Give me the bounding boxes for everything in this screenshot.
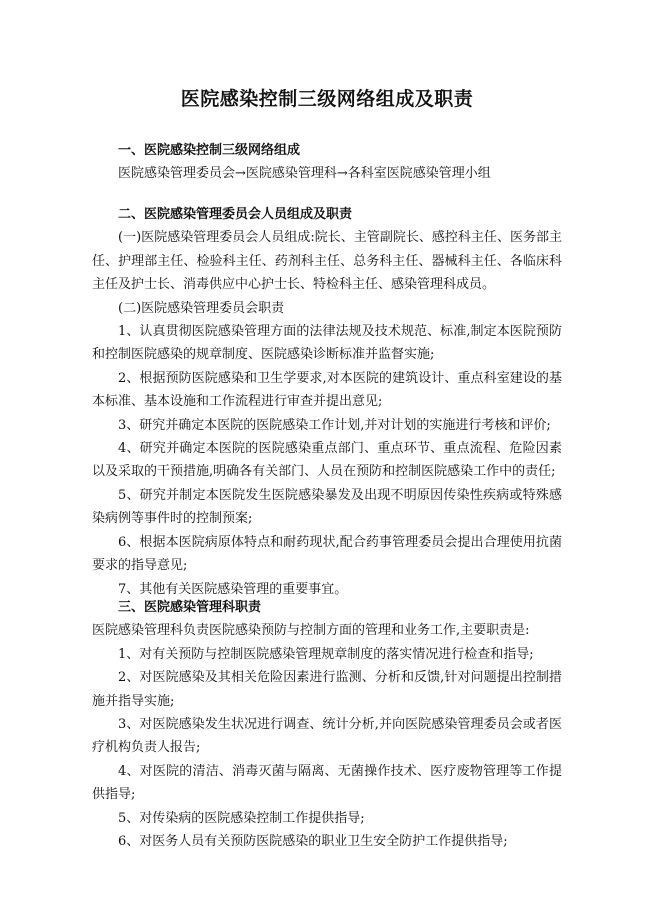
section-2-duty-1: 1、认真贯彻医院感染管理方面的法律法规及技术规范、标准,制定本医院预防和控制医院感染的规章制度、医院感染诊断标准并监督实施; — [92, 324, 562, 363]
section-2-duty-4: 4、研究并确定本医院的医院感染重点部门、重点环节、重点流程、危险因素以及采取的干预措施,明确各有关部门、人员在预防和控制医院感染工作中的责任; — [92, 441, 562, 480]
section-2-duty-3: 3、研究并确定本医院的医院感染工作计划,并对计划的实施进行考核和评价; — [118, 417, 551, 433]
section-3-duty-5: 5、对传染病的医院感染控制工作提供指导; — [118, 810, 365, 826]
section-1-line: 医院感染管理委员会→医院感染管理科→各科室医院感染管理小组 — [118, 166, 491, 182]
section-2-heading: 二、医院感染管理委员会人员组成及职责 — [118, 207, 353, 222]
section-3-duty-1: 1、对有关预防与控制医院感染管理规章制度的落实情况进行检查和指导; — [118, 646, 534, 662]
section-3-duty-4: 4、对医院的清洁、消毒灭菌与隔离、无菌操作技术、医疗废物管理等工作提供指导; — [92, 763, 562, 803]
section-2-duties-heading: (二)医院感染管理委员会职责 — [118, 300, 285, 316]
section-2-duty-5: 5、研究并制定本医院发生医院感染暴发及出现不明原因传染性疾病或特殊感染病例等事件时的控制预案; — [92, 487, 562, 527]
section-1 — [92, 139, 562, 186]
section-2-duty-6: 6、根据本医院病原体特点和耐药现状,配合药事管理委员会提出合理使用抗菌要求的指导意见; — [92, 534, 562, 574]
section-3-intro: 医院感染管理科负责医院感染预防与控制方面的管理和业务工作,主要职责是: — [92, 623, 530, 639]
section-3-heading: 三、医院感染管理科职责 — [118, 600, 262, 615]
section-2-duty-2: 2、根据预防医院感染和卫生学要求,对本医院的建筑设计、重点科室建设的基本标准、基本设施和工作流程进行审查并提出意见; — [92, 370, 562, 410]
document-title: 医院感染控制三级网络组成及职责 — [180, 88, 474, 110]
section-2 — [92, 203, 562, 601]
section-3-duty-2: 2、对医院感染及其相关危险因素进行监测、分析和反馈,针对问题提出控制措施并指导实施; — [92, 670, 562, 709]
section-1-heading: 一、医院感染控制三级网络组成 — [118, 143, 301, 158]
section-2-members: (一)医院感染管理委员会人员组成:院长、主管副院长、感控科主任、医务部主任、护理部主任、检验科主任、药剂科主任、总务科主任、器械科主任、各临床科主任及护士长、消毒供应中心护士长、特检科主任、感染管理科成员。 — [92, 230, 562, 293]
section-3-duty-3: 3、对医院感染发生状况进行调查、统计分析,并向医院感染管理委员会或者医疗机构负责人报告; — [92, 717, 562, 756]
section-3-duty-6: 6、对医务人员有关预防医院感染的职业卫生安全防护工作提供指导; — [118, 834, 508, 850]
section-3 — [92, 596, 562, 853]
section-2-duty-7: 7、其他有关医院感染管理的重要事宜。 — [118, 581, 348, 597]
